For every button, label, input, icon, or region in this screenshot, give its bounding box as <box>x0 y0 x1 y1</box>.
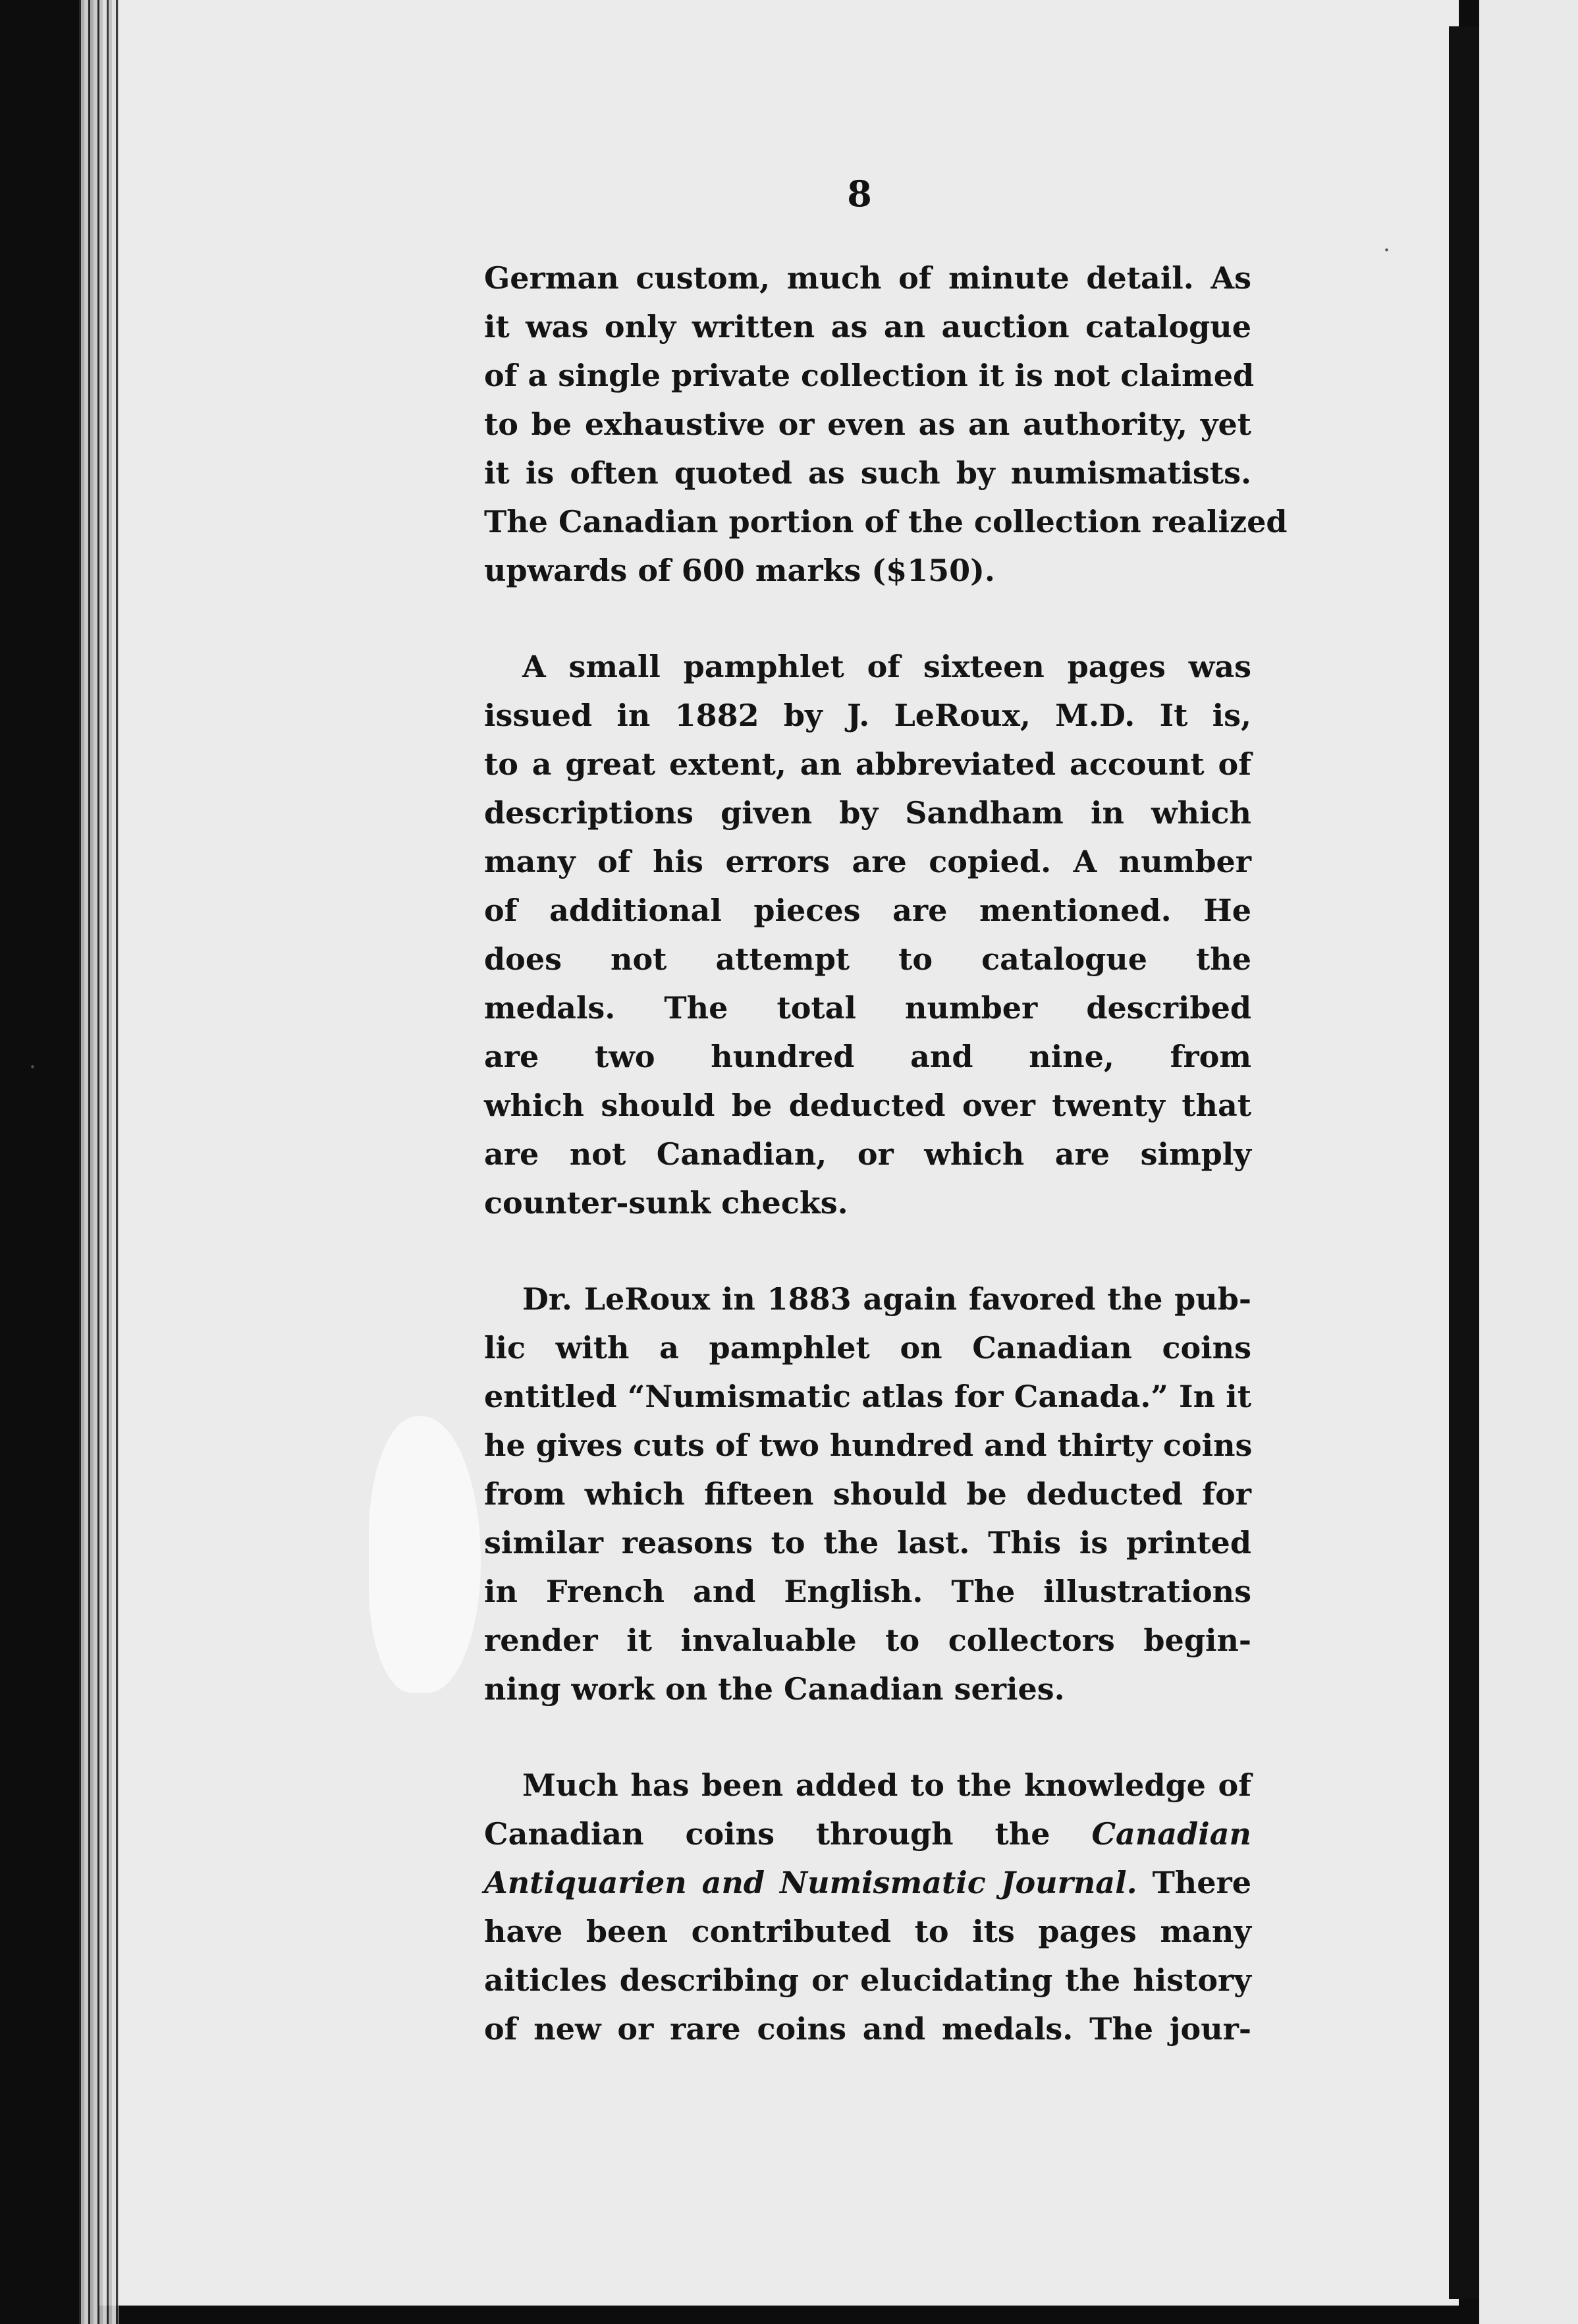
text-line: does not attempt to catalogue the <box>484 941 1251 977</box>
text-run: There <box>1152 1865 1252 1900</box>
text-line: medals. The total number described <box>484 990 1251 1026</box>
text-line: to a great extent, an abbreviated account of <box>484 746 1251 782</box>
text-line: are two hundred and nine, from <box>484 1039 1251 1074</box>
text-line: of additional pieces are mentioned. He <box>484 893 1251 928</box>
text-line: A small pamphlet of sixteen pages was <box>522 649 1251 684</box>
text-line: entitled “Numismatic atlas for Canada.” In it <box>484 1379 1251 1414</box>
journal-title-part: Antiquarien and Numismatic Journal. <box>484 1865 1137 1900</box>
text-line: it was only written as an auction catalogue <box>484 309 1251 345</box>
page-shadow-bar <box>1449 26 1479 2299</box>
paragraph-3 <box>484 1275 1251 1713</box>
text-line: have been contributed to its pages many <box>484 1914 1251 1949</box>
paragraph-1 <box>484 254 1288 595</box>
text-line: render it invaluable to collectors begin- <box>484 1622 1251 1658</box>
text-line: German custom, much of minute detail. As <box>484 260 1251 296</box>
text-line: which should be deducted over twenty that <box>484 1088 1251 1123</box>
text-line: to be exhaustive or even as an authority, yet <box>484 406 1251 442</box>
text-line: The Canadian portion of the collection realized <box>484 504 1288 540</box>
text-line <box>484 1810 1251 1858</box>
body-text <box>484 254 1288 2053</box>
paragraph-2 <box>484 642 1251 1227</box>
text-run: Canadian coins through the <box>484 1816 1050 1852</box>
text-line: counter-sunk checks. <box>484 1185 848 1221</box>
text-line: in French and English. The illustrations <box>484 1574 1251 1609</box>
page-number: 8 <box>847 173 872 215</box>
text-line: are not Canadian, or which are simply <box>484 1136 1251 1172</box>
text-line: Much has been added to the knowledge of <box>522 1767 1251 1803</box>
text-line: many of his errors are copied. A number <box>484 844 1251 879</box>
text-line: of a single private collection it is not claimed <box>484 358 1255 393</box>
text-line: it is often quoted as such by numismatists. <box>484 455 1251 491</box>
scan-speck: . <box>1383 231 1390 257</box>
text-line: Dr. LeRoux in 1883 again favored the pub- <box>522 1281 1251 1317</box>
text-line: descriptions given by Sandham in which <box>484 795 1251 831</box>
scan-speck: · <box>29 1054 36 1080</box>
paragraph-4 <box>484 1761 1251 2053</box>
text-line: issued in 1882 by J. LeRoux, M.D. It is, <box>484 698 1251 733</box>
journal-title-part: Canadian <box>1091 1816 1251 1852</box>
text-line: from which fifteen should be deducted for <box>484 1476 1251 1512</box>
text-line: of new or rare coins and medals. The jour- <box>484 2011 1251 2047</box>
text-line: upwards of 600 marks ($150). <box>484 553 995 588</box>
text-line <box>484 1858 1251 1907</box>
adjacent-page-edge <box>1479 0 1578 2324</box>
text-line: ning work on the Canadian series. <box>484 1671 1065 1707</box>
text-line: lic with a pamphlet on Canadian coins <box>484 1330 1251 1366</box>
text-line: he gives cuts of two hundred and thirty coins <box>484 1427 1253 1463</box>
text-line: similar reasons to the last. This is printed <box>484 1525 1251 1561</box>
binding-edge <box>79 0 119 2324</box>
text-line: aiticles describing or elucidating the history <box>484 1962 1251 1998</box>
